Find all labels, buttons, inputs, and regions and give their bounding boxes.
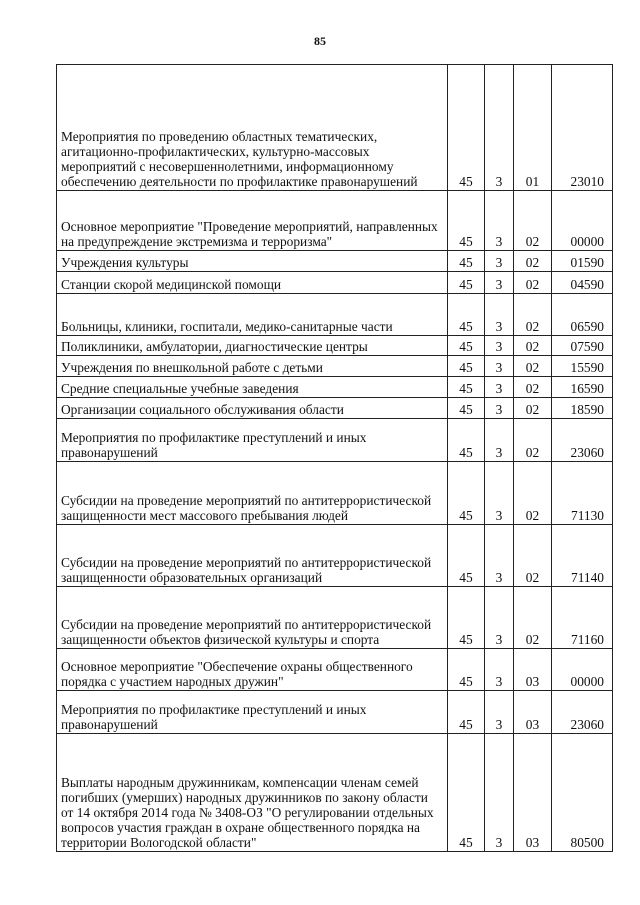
code-subprogram: 03 <box>514 734 552 852</box>
code-direction: 06590 <box>552 294 613 336</box>
code-program: 3 <box>485 65 514 191</box>
code-program: 3 <box>485 525 514 587</box>
code-ministry: 45 <box>448 272 485 294</box>
row-name: Больницы, клиники, госпитали, медико-санитарные части <box>57 294 448 336</box>
code-ministry: 45 <box>448 356 485 377</box>
code-direction: 71160 <box>552 587 613 649</box>
row-name: Субсидии на проведение мероприятий по антитеррористической защищенности мест массового пребывания людей <box>57 462 448 525</box>
code-direction: 00000 <box>552 191 613 251</box>
code-direction: 23060 <box>552 691 613 734</box>
row-name: Мероприятия по профилактике преступлений и иных правонарушений <box>57 419 448 462</box>
code-direction: 71140 <box>552 525 613 587</box>
row-name: Организации социального обслуживания области <box>57 398 448 419</box>
code-ministry: 45 <box>448 398 485 419</box>
row-name: Мероприятия по проведению областных тематических, агитационно-профилактических, культурно-массовых мероприятий с несовершеннолетними, информационному обеспечению деятельности по профилактике правонарушений <box>57 65 448 191</box>
code-program: 3 <box>485 462 514 525</box>
code-program: 3 <box>485 251 514 272</box>
code-ministry: 45 <box>448 294 485 336</box>
code-subprogram: 02 <box>514 191 552 251</box>
code-ministry: 45 <box>448 525 485 587</box>
code-program: 3 <box>485 356 514 377</box>
code-program: 3 <box>485 294 514 336</box>
row-name: Поликлиники, амбулатории, диагностические центры <box>57 336 448 356</box>
code-subprogram: 02 <box>514 251 552 272</box>
code-program: 3 <box>485 419 514 462</box>
code-direction: 15590 <box>552 356 613 377</box>
row-name: Мероприятия по профилактике преступлений и иных правонарушений <box>57 691 448 734</box>
code-ministry: 45 <box>448 251 485 272</box>
row-name: Станции скорой медицинской помощи <box>57 272 448 294</box>
code-direction: 01590 <box>552 251 613 272</box>
code-ministry: 45 <box>448 691 485 734</box>
row-name: Учреждения по внешкольной работе с детьми <box>57 356 448 377</box>
code-subprogram: 03 <box>514 649 552 691</box>
code-direction: 23010 <box>552 65 613 191</box>
table-row <box>57 525 613 587</box>
row-name: Субсидии на проведение мероприятий по антитеррористической защищенности объектов физической культуры и спорта <box>57 587 448 649</box>
row-name: Выплаты народным дружинникам, компенсации членам семей погибших (умерших) народных дружинников по закону области от 14 октября 2014 года № 3408-ОЗ "О регулировании отдельных вопросов участия граждан в охране общественного порядка на территории Вологодской области" <box>57 734 448 852</box>
code-direction: 16590 <box>552 377 613 398</box>
code-direction: 18590 <box>552 398 613 419</box>
row-name: Основное мероприятие "Проведение мероприятий, направленных на предупреждение экстремизма и терроризма" <box>57 191 448 251</box>
code-program: 3 <box>485 336 514 356</box>
table-row <box>57 691 613 734</box>
code-ministry: 45 <box>448 462 485 525</box>
code-ministry: 45 <box>448 377 485 398</box>
page-number: 85 <box>314 34 326 48</box>
code-subprogram: 02 <box>514 336 552 356</box>
code-subprogram: 02 <box>514 356 552 377</box>
code-direction: 80500 <box>552 734 613 852</box>
code-subprogram: 02 <box>514 587 552 649</box>
code-subprogram: 02 <box>514 525 552 587</box>
code-ministry: 45 <box>448 336 485 356</box>
code-program: 3 <box>485 734 514 852</box>
code-subprogram: 02 <box>514 377 552 398</box>
row-name: Основное мероприятие "Обеспечение охраны общественного порядка с участием народных дружин" <box>57 649 448 691</box>
table-row <box>57 356 613 377</box>
table-row <box>57 398 613 419</box>
code-subprogram: 01 <box>514 65 552 191</box>
code-direction: 04590 <box>552 272 613 294</box>
code-ministry: 45 <box>448 191 485 251</box>
table-row <box>57 191 613 251</box>
code-program: 3 <box>485 587 514 649</box>
code-ministry: 45 <box>448 649 485 691</box>
code-program: 3 <box>485 272 514 294</box>
table-row <box>57 734 613 852</box>
table-row <box>57 587 613 649</box>
code-ministry: 45 <box>448 419 485 462</box>
code-program: 3 <box>485 398 514 419</box>
code-subprogram: 02 <box>514 462 552 525</box>
code-ministry: 45 <box>448 587 485 649</box>
table-row <box>57 251 613 272</box>
code-subprogram: 02 <box>514 272 552 294</box>
code-program: 3 <box>485 649 514 691</box>
code-program: 3 <box>485 191 514 251</box>
table-row <box>57 419 613 462</box>
table-row <box>57 462 613 525</box>
code-direction: 23060 <box>552 419 613 462</box>
code-subprogram: 02 <box>514 294 552 336</box>
table-row <box>57 336 613 356</box>
code-program: 3 <box>485 691 514 734</box>
budget-classification-table <box>56 64 613 852</box>
table-row <box>57 65 613 191</box>
table-row <box>57 649 613 691</box>
code-program: 3 <box>485 377 514 398</box>
code-subprogram: 03 <box>514 691 552 734</box>
row-name: Учреждения культуры <box>57 251 448 272</box>
code-subprogram: 02 <box>514 419 552 462</box>
table-row <box>57 294 613 336</box>
code-direction: 00000 <box>552 649 613 691</box>
code-direction: 71130 <box>552 462 613 525</box>
table-row <box>57 377 613 398</box>
row-name: Средние специальные учебные заведения <box>57 377 448 398</box>
code-ministry: 45 <box>448 65 485 191</box>
table-row <box>57 272 613 294</box>
code-direction: 07590 <box>552 336 613 356</box>
code-ministry: 45 <box>448 734 485 852</box>
code-subprogram: 02 <box>514 398 552 419</box>
row-name: Субсидии на проведение мероприятий по антитеррористической защищенности образовательных организаций <box>57 525 448 587</box>
